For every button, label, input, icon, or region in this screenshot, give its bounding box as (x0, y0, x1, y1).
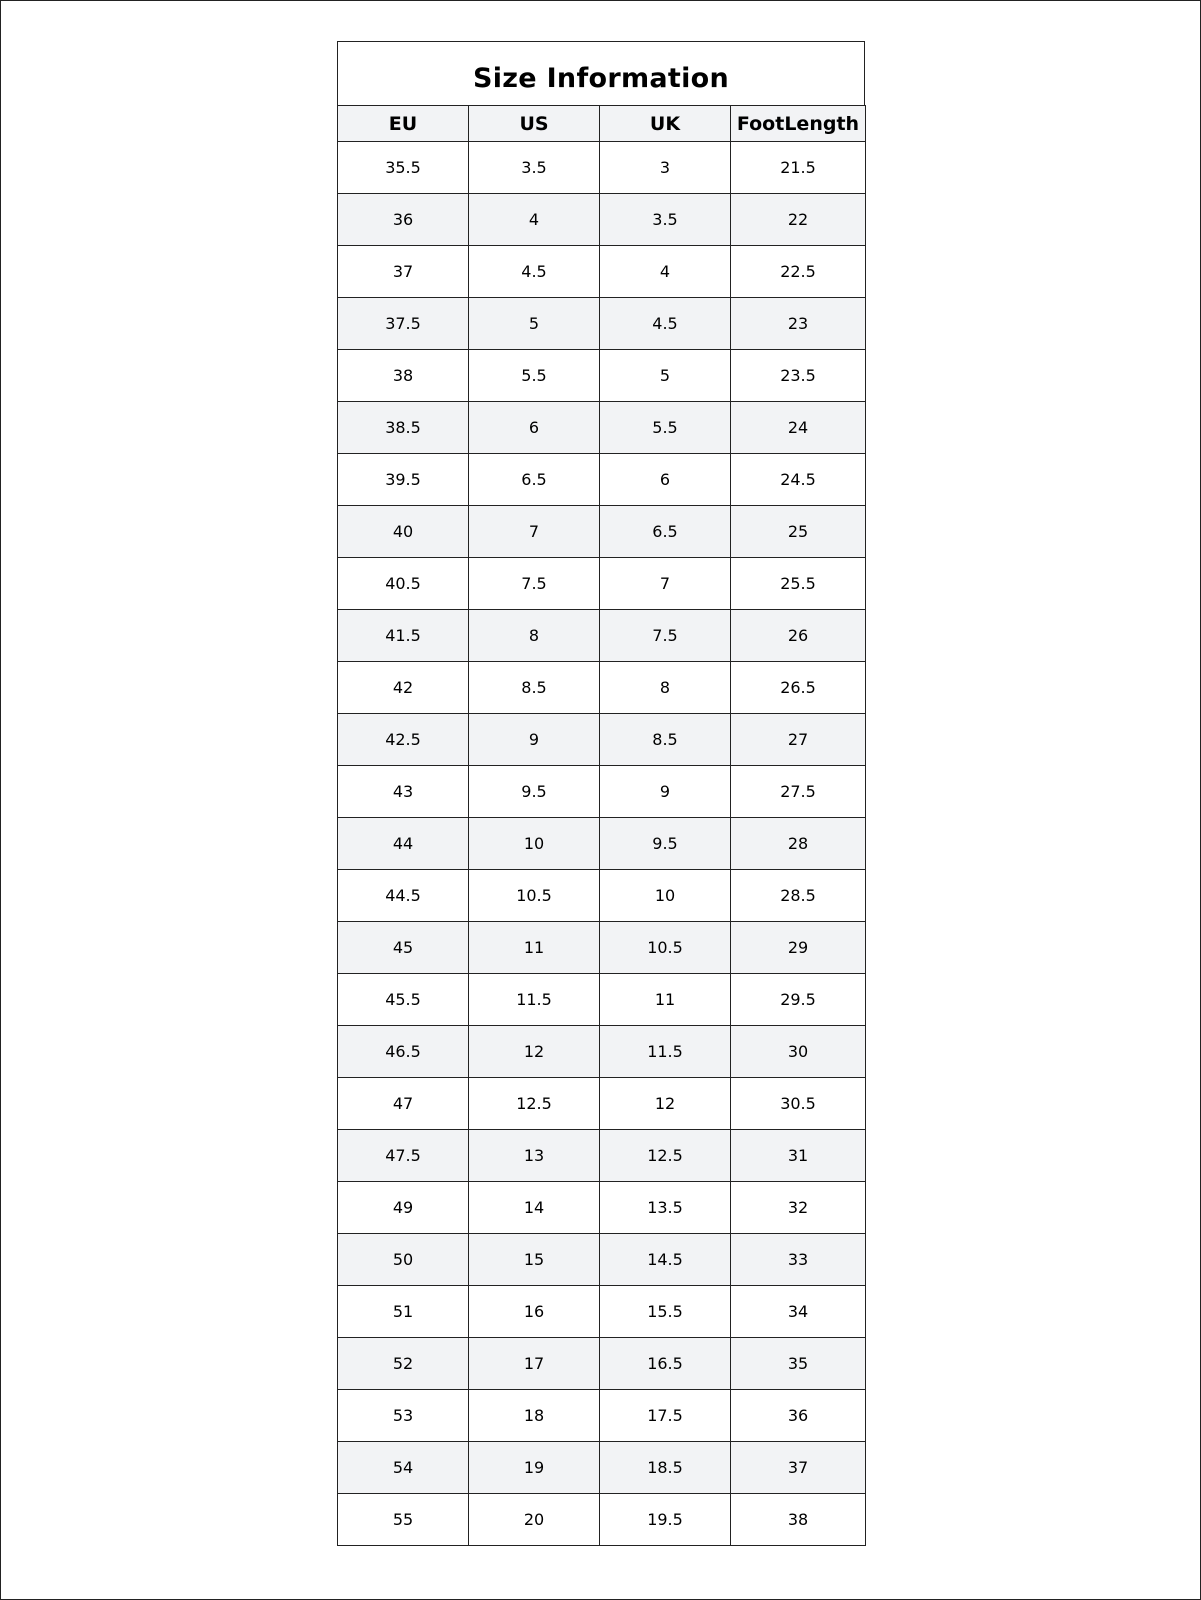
cell-us: 7.5 (469, 558, 600, 610)
cell-eu: 40.5 (338, 558, 469, 610)
cell-footlength: 30 (731, 1026, 866, 1078)
table-row (338, 662, 866, 714)
cell-footlength: 33 (731, 1234, 866, 1286)
cell-eu: 50 (338, 1234, 469, 1286)
cell-eu: 35.5 (338, 142, 469, 194)
cell-uk: 9.5 (600, 818, 731, 870)
table-row (338, 922, 866, 974)
cell-us: 16 (469, 1286, 600, 1338)
cell-us: 20 (469, 1494, 600, 1546)
cell-us: 9 (469, 714, 600, 766)
cell-uk: 8 (600, 662, 731, 714)
cell-footlength: 28 (731, 818, 866, 870)
cell-eu: 47 (338, 1078, 469, 1130)
cell-us: 17 (469, 1338, 600, 1390)
cell-eu: 52 (338, 1338, 469, 1390)
cell-uk: 17.5 (600, 1390, 731, 1442)
table-row (338, 298, 866, 350)
cell-uk: 12.5 (600, 1130, 731, 1182)
cell-eu: 49 (338, 1182, 469, 1234)
cell-us: 9.5 (469, 766, 600, 818)
cell-us: 14 (469, 1182, 600, 1234)
column-header-eu: EU (338, 106, 469, 142)
size-table (337, 105, 866, 1546)
cell-footlength: 29 (731, 922, 866, 974)
cell-uk: 12 (600, 1078, 731, 1130)
column-header-us: US (469, 106, 600, 142)
cell-uk: 10.5 (600, 922, 731, 974)
cell-footlength: 24.5 (731, 454, 866, 506)
table-row (338, 454, 866, 506)
cell-footlength: 25 (731, 506, 866, 558)
size-chart-title-box (337, 41, 865, 105)
cell-footlength: 25.5 (731, 558, 866, 610)
cell-uk: 9 (600, 766, 731, 818)
table-row (338, 1494, 866, 1546)
cell-uk: 19.5 (600, 1494, 731, 1546)
cell-footlength: 24 (731, 402, 866, 454)
cell-footlength: 31 (731, 1130, 866, 1182)
cell-eu: 42.5 (338, 714, 469, 766)
cell-eu: 41.5 (338, 610, 469, 662)
table-row (338, 1442, 866, 1494)
cell-eu: 51 (338, 1286, 469, 1338)
cell-us: 13 (469, 1130, 600, 1182)
cell-uk: 4.5 (600, 298, 731, 350)
cell-uk: 8.5 (600, 714, 731, 766)
cell-eu: 39.5 (338, 454, 469, 506)
cell-us: 10.5 (469, 870, 600, 922)
cell-uk: 11.5 (600, 1026, 731, 1078)
cell-uk: 4 (600, 246, 731, 298)
cell-uk: 16.5 (600, 1338, 731, 1390)
cell-uk: 18.5 (600, 1442, 731, 1494)
cell-footlength: 23 (731, 298, 866, 350)
cell-eu: 54 (338, 1442, 469, 1494)
cell-footlength: 23.5 (731, 350, 866, 402)
cell-us: 19 (469, 1442, 600, 1494)
table-row (338, 350, 866, 402)
cell-us: 6.5 (469, 454, 600, 506)
cell-uk: 3 (600, 142, 731, 194)
table-row (338, 870, 866, 922)
cell-eu: 42 (338, 662, 469, 714)
cell-eu: 40 (338, 506, 469, 558)
cell-eu: 53 (338, 1390, 469, 1442)
table-row (338, 818, 866, 870)
cell-us: 7 (469, 506, 600, 558)
cell-uk: 3.5 (600, 194, 731, 246)
table-row (338, 402, 866, 454)
cell-footlength: 26.5 (731, 662, 866, 714)
cell-footlength: 32 (731, 1182, 866, 1234)
table-row (338, 1338, 866, 1390)
cell-footlength: 22.5 (731, 246, 866, 298)
cell-footlength: 35 (731, 1338, 866, 1390)
cell-uk: 13.5 (600, 1182, 731, 1234)
cell-uk: 14.5 (600, 1234, 731, 1286)
table-row (338, 714, 866, 766)
cell-us: 8 (469, 610, 600, 662)
cell-us: 5 (469, 298, 600, 350)
table-row (338, 1286, 866, 1338)
cell-us: 11 (469, 922, 600, 974)
cell-uk: 7 (600, 558, 731, 610)
cell-us: 10 (469, 818, 600, 870)
cell-uk: 15.5 (600, 1286, 731, 1338)
size-table-body (338, 142, 866, 1546)
cell-us: 3.5 (469, 142, 600, 194)
cell-eu: 45 (338, 922, 469, 974)
cell-footlength: 26 (731, 610, 866, 662)
table-row (338, 974, 866, 1026)
cell-us: 18 (469, 1390, 600, 1442)
cell-uk: 5.5 (600, 402, 731, 454)
table-row (338, 1234, 866, 1286)
cell-eu: 55 (338, 1494, 469, 1546)
cell-us: 6 (469, 402, 600, 454)
cell-eu: 37 (338, 246, 469, 298)
cell-us: 11.5 (469, 974, 600, 1026)
cell-eu: 38.5 (338, 402, 469, 454)
table-row (338, 1390, 866, 1442)
cell-us: 12.5 (469, 1078, 600, 1130)
page-title: Size Information (472, 63, 730, 94)
cell-footlength: 22 (731, 194, 866, 246)
table-row (338, 610, 866, 662)
cell-eu: 46.5 (338, 1026, 469, 1078)
cell-footlength: 27.5 (731, 766, 866, 818)
cell-us: 5.5 (469, 350, 600, 402)
cell-uk: 7.5 (600, 610, 731, 662)
table-row (338, 506, 866, 558)
cell-footlength: 30.5 (731, 1078, 866, 1130)
cell-uk: 5 (600, 350, 731, 402)
cell-uk: 11 (600, 974, 731, 1026)
cell-footlength: 34 (731, 1286, 866, 1338)
table-row (338, 1130, 866, 1182)
header-row (338, 106, 866, 142)
table-row (338, 766, 866, 818)
table-row (338, 1182, 866, 1234)
table-row (338, 142, 866, 194)
cell-eu: 36 (338, 194, 469, 246)
column-header-uk: UK (600, 106, 731, 142)
table-row (338, 194, 866, 246)
cell-footlength: 37 (731, 1442, 866, 1494)
cell-us: 15 (469, 1234, 600, 1286)
cell-uk: 10 (600, 870, 731, 922)
table-row (338, 558, 866, 610)
cell-us: 12 (469, 1026, 600, 1078)
cell-footlength: 38 (731, 1494, 866, 1546)
size-chart (337, 41, 865, 1546)
cell-footlength: 29.5 (731, 974, 866, 1026)
table-row (338, 246, 866, 298)
cell-us: 4 (469, 194, 600, 246)
cell-footlength: 27 (731, 714, 866, 766)
cell-footlength: 36 (731, 1390, 866, 1442)
cell-eu: 47.5 (338, 1130, 469, 1182)
cell-us: 4.5 (469, 246, 600, 298)
cell-eu: 45.5 (338, 974, 469, 1026)
cell-footlength: 21.5 (731, 142, 866, 194)
cell-footlength: 28.5 (731, 870, 866, 922)
cell-eu: 37.5 (338, 298, 469, 350)
table-row (338, 1026, 866, 1078)
table-row (338, 1078, 866, 1130)
cell-uk: 6.5 (600, 506, 731, 558)
cell-eu: 44 (338, 818, 469, 870)
cell-eu: 38 (338, 350, 469, 402)
cell-eu: 43 (338, 766, 469, 818)
cell-us: 8.5 (469, 662, 600, 714)
cell-eu: 44.5 (338, 870, 469, 922)
column-header-footlength: FootLength (731, 106, 866, 142)
cell-uk: 6 (600, 454, 731, 506)
